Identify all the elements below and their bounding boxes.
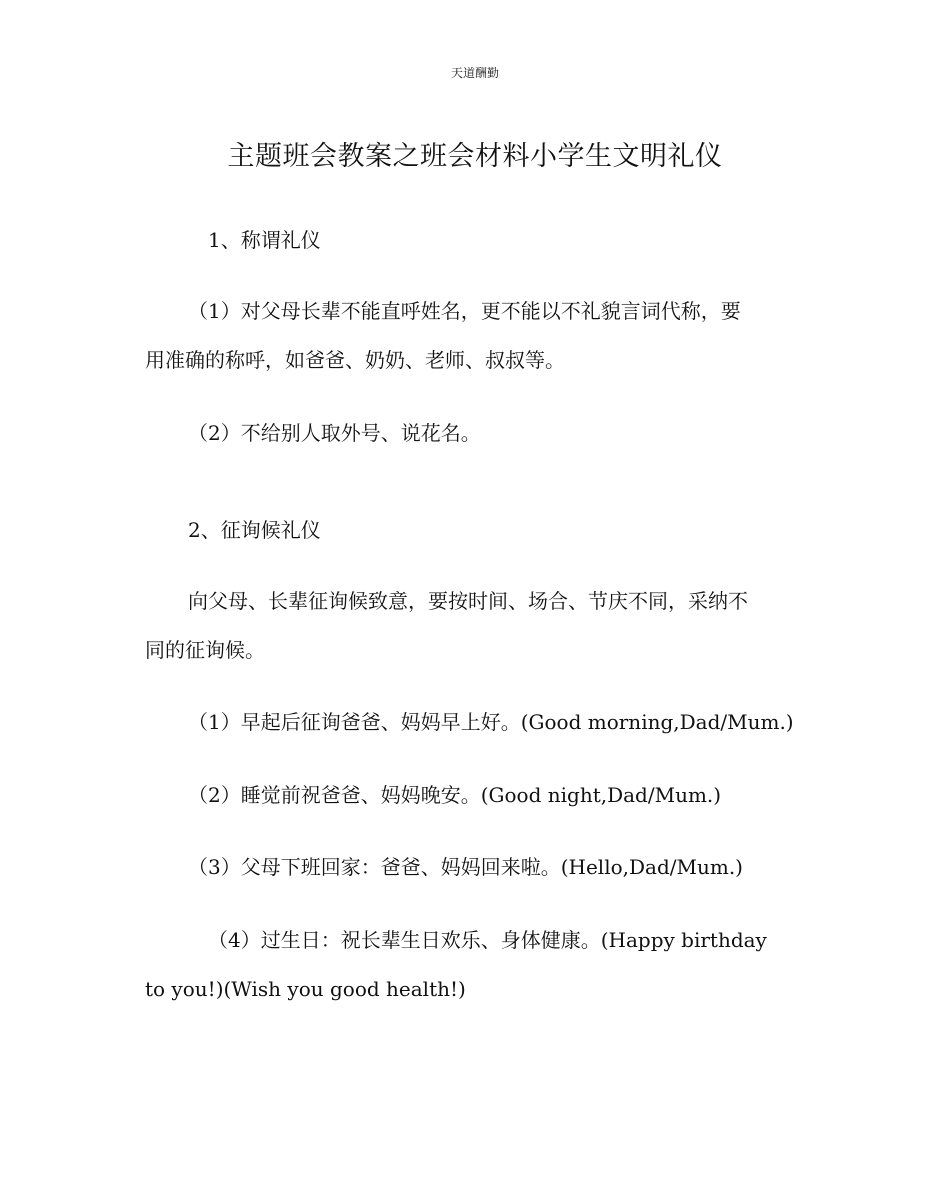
document-title: 主题班会教案之班会材料小学生文明礼仪: [227, 141, 723, 172]
section1-heading: 1、称谓礼仪: [208, 228, 321, 252]
section2-item4-line1: （4）过生日：祝长辈生日欢乐、身体健康。(Happy birthday: [208, 928, 767, 952]
page-header: 天道酬勤: [450, 66, 499, 80]
section2-intro-line1: 向父母、长辈征询候致意，要按时间、场合、节庆不同，采纳不: [188, 589, 748, 613]
section2-item1: （1）早起后征询爸爸、妈妈早上好。(Good morning,Dad/Mum.): [188, 710, 794, 734]
section1-item1-line2: 用准确的称呼，如爸爸、奶奶、老师、叔叔等。: [145, 348, 565, 372]
section2-heading: 2、征询候礼仪: [188, 518, 321, 542]
section2-intro-line2: 同的征询候。: [145, 638, 265, 662]
section1-item1-line1: （1）对父母长辈不能直呼姓名，更不能以不礼貌言词代称，要: [188, 299, 741, 323]
section2-item3: （3）父母下班回家：爸爸、妈妈回来啦。(Hello,Dad/Mum.): [188, 855, 743, 879]
section1-item2: （2）不给别人取外号、说花名。: [188, 421, 481, 445]
section2-item4-line2: to you!)(Wish you good health!): [145, 977, 466, 1001]
section2-item2: （2）睡觉前祝爸爸、妈妈晚安。(Good night,Dad/Mum.): [188, 783, 722, 807]
